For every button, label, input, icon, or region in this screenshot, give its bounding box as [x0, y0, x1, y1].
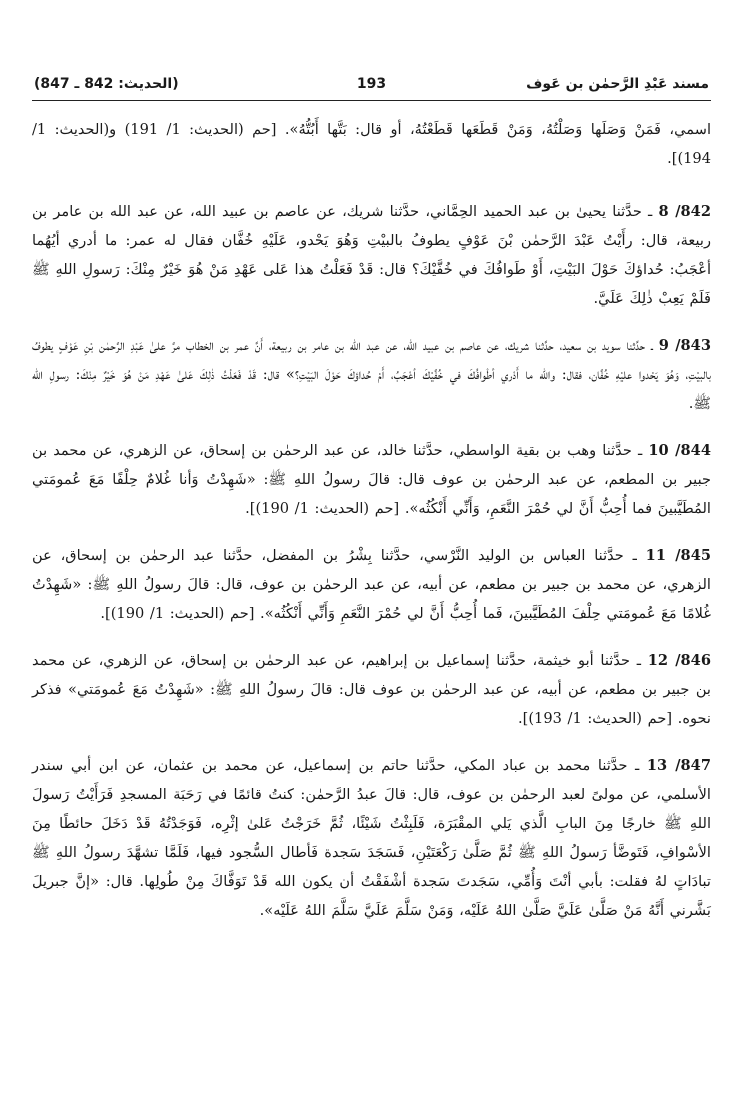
hadith-number: 845/ 11 [645, 547, 712, 564]
entry-text: ـ حدَّثنا سويد بن سعيد، حدَّثنا شريك، عن عاصم بن عبيد الله، عن عبد الله بن عامر بن ربيعة، أَنَّ عمر بن الخطاب مرَّ علىٰ عَبْدِ الرَّحمٰن بْنِ عَوْفٍ يطوفُ بالبيْتِ، وَهُوَ يَحْدوا عليْهِ خُفَّان، فقال: والله ما أَدْري أطْوافُكَ في خُفَّيْكَ أعْجَبُ، أَمْ حُداؤكَ حَوْلَ البَيْتِ؟» قال: قَدْ فَعَلْتُ ذٰلِكَ عَلىٰ عَهْدِ مَنْ هُوَ خَيْرٌ مِنْكَ: رسولِ الله ﷺ. [32, 337, 711, 412]
hadith-entry [32, 197, 711, 313]
entry-text: اسمي، فَمَنْ وَصَلَها وَصَلْتُهُ، وَمَنْ قَطَعَها قَطَعْتُهُ، أو قال: بَتَّها أَبُتُّهُ». [حم (الحديث: 1/ 191) و(الحديث: 1/ 194)]. [32, 121, 712, 167]
hadith-entry [32, 646, 711, 733]
hadith-entry [32, 436, 711, 523]
hadith-continuation [32, 115, 711, 173]
book-title: مسند عَبْدِ الرَّحمٰن بن عَوف [526, 76, 709, 92]
page-number: 193 [356, 76, 387, 92]
entry-text: ـ حدَّثنا محمد بن عباد المكي، حدَّثنا حاتم بن إسماعيل، عن محمد بن عثمان، عن ابن أبي سندر الأسلمي، عن مولىً لعبد الرحمٰن بن عوف، قال: قالَ عبدُ الرَّحمٰن: كنتُ قائمًا في رَحَبَة المسجدِ فَرَأَيْتُ رَسولَ اللهِ ﷺ خارجًا مِنَ البابِ الَّذي يَلي المقْبَرَة، فَلَبِثْتُ شَيْئًا، ثُمَّ خَرَجْتُ عَلىٰ إثْرِه، فَوَجَدْتُهُ قَدْ دَخَلَ حائطًا مِنَ الأسْوافِ، فَتَوضَّأ رَسولُ اللهِ ﷺ ثُمَّ صَلَّىٰ رَكْعَتَيْنِ، فَسَجَدَ سَجدة فَأطال السُّجود فيها، فَلَمَّا تشهَّدَ رسولُ اللهِ ﷺ تبادَاتٍ لهُ فقلت: بأبي أنْتَ وَأُمِّي، سَجَدتَ سَجدة أشْفَقْتُ أن يكون الله قَدْ تَوَفَّاكَ مِنْ طُولِها. قال: «إنَّ جبريلَ بَشَّرني أَنَّهُ مَنْ صَلَّىٰ عَلَيَّ صَلَّىٰ اللهُ عَلَيْه، وَمَنْ سَلَّمَ عَلَيَّ سَلَّمَ اللهُ عَلَيْه». [32, 757, 711, 919]
hadith-entry [32, 751, 711, 925]
hadith-number: 842/ 8 [658, 203, 711, 220]
hadith-number: 843/ 9 [658, 337, 711, 354]
hadith-range: (الحديث: 842 ـ 847) [34, 76, 179, 92]
hadith-number: 846/ 12 [647, 652, 711, 669]
entry-text: ـ حدَّثنا أبو خيثمة، حدَّثنا إسماعيل بن إبراهيم، عن عبد الرحمٰن بن إسحاق، عن الزهري، عن محمد بن جبير بن مطعم، عن أبيه، عن عبد الرحمٰن بن عوف قال: قالَ رسولُ اللهِ ﷺ: «شَهِدْتُ مَعَ عُمومَتي» فذكر نحوه. [حم (الحديث: 1/ 193)]. [32, 652, 711, 727]
hadith-number: 844/ 10 [648, 442, 711, 459]
hadith-entry [32, 541, 711, 628]
page-body [32, 115, 711, 925]
entry-text: ـ حدَّثنا يحيىٰ بن عبد الحميد الحِمَّاني، حدَّثنا شريك، عن عاصم بن عبيد الله، عن عبد الله بن عامر بن ربيعة، قال: رأَيْتُ عَبْدَ الرَّحمٰن بْنَ عَوْفٍ يطوفُ بالبيْتِ وَهُوَ يَحْدو، عَلَيْهِ خُفَّان فقال له عمر: ما أدري أيُهُما أعْجَبُ: حُداؤكَ حَوْلَ البَيْتِ، أَوْ طَوافُكَ في خُفَّيْكَ؟ قال: قَدْ فَعَلْتُ هذا عَلى عَهْدِ مَنْ هُوَ خَيْرٌ مِنْكَ: رَسولِ اللهِ ﷺ فَلَمْ يَعِبْ ذٰلِكَ عَلَيَّ. [32, 203, 711, 307]
entry-text: ـ حدَّثنا العباس بن الوليد النَّرْسي، حدَّثنا بِشْرُ بن المفضل، حدَّثنا عبد الرحمٰن بن إسحاق، عن الزهري، عن محمد بن جبير بن مطعم، عن أبيه، عن عبد الرحمٰن بن عوف، قال: قالَ رسولُ اللهِ ﷺ: «شَهِدْتُ غُلامًا مَعَ عُمومَتي حِلْفَ المُطَيَّبينَ، فَما أُحِبُّ أَنَّ لي حُمْرَ النَّعَمِ وَأَنِّي أَنْكُثُه». [حم (الحديث: 1/ 190)]. [32, 547, 711, 622]
hadith-entry [32, 331, 711, 418]
entry-text: ـ حدَّثنا وهب بن بقية الواسطي، حدَّثنا خالد، عن عبد الرحمٰن بن إسحاق، عن الزهري، عن محمد بن جبير بن المطعم، عن عبد الرحمٰن بن عوف قال: قالَ رسولُ اللهِ ﷺ: «شَهِدْتُ وَأنا غُلامٌ حِلْفًا مَعَ عُمومَتي المُطَيَّبينَ فما أُحِبُّ أَنَّ لي حُمْرَ النَّعَمِ، وَأَنِّي أَنْكُثُه». [حم (الحديث: 1/ 190)]. [32, 442, 711, 517]
hadith-number: 847/ 13 [646, 757, 711, 774]
running-header [32, 74, 711, 101]
